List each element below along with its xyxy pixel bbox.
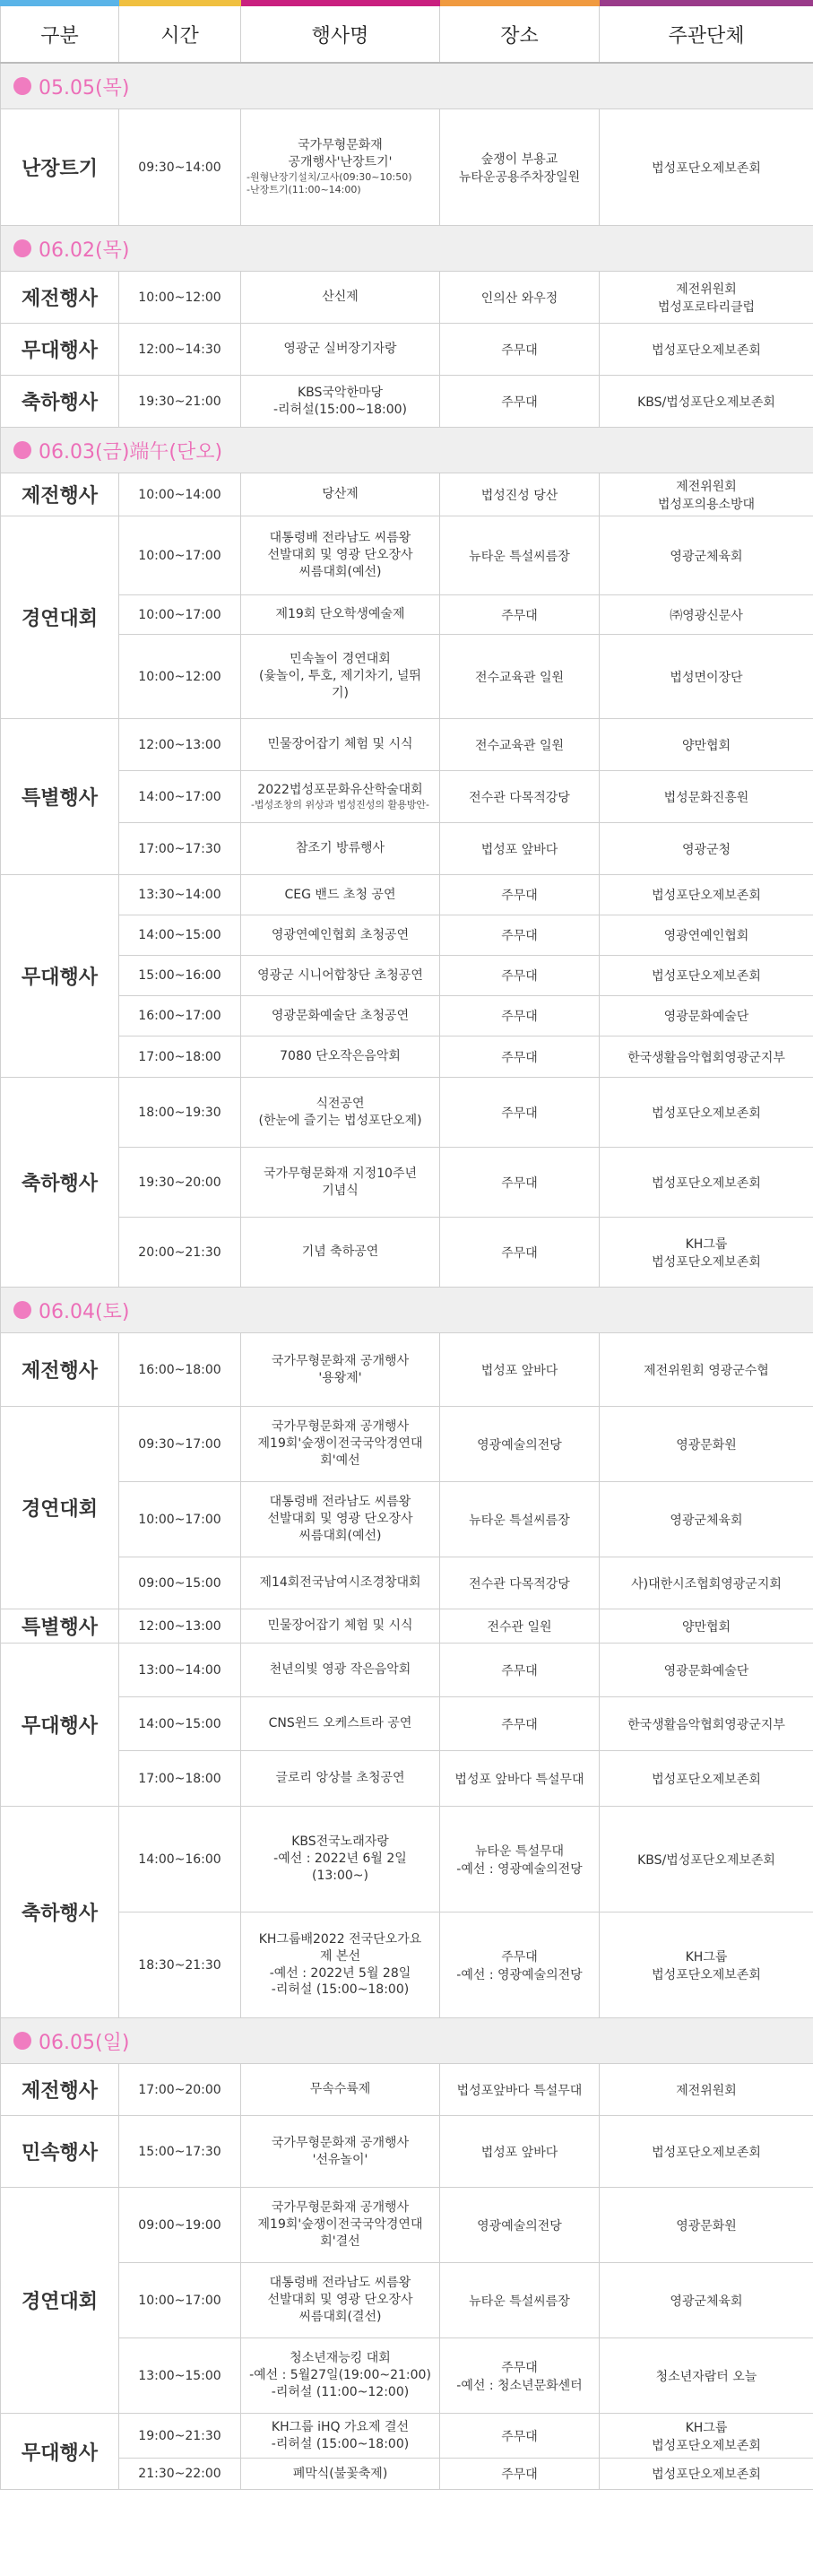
time-cell: 10:00~17:00: [119, 516, 241, 595]
event-name: 산신제: [322, 290, 359, 305]
event-name: 영광군 시니어합창단 초청공연: [257, 967, 423, 983]
event-row: [1, 1807, 813, 1912]
organizer-cell: 영광연예인협회: [600, 915, 813, 956]
organizer-cell: 법성포단오제보존회: [600, 324, 813, 376]
event-name-cell: [241, 2414, 440, 2459]
organizer-cell: 법성포단오제보존회: [600, 2459, 813, 2490]
place-cell: 주무대: [440, 996, 600, 1036]
time-cell: 17:00~18:00: [119, 1036, 241, 1078]
event-row: [1, 1407, 813, 1482]
table-body: [1, 63, 813, 2490]
event-name-cell: [241, 473, 440, 516]
time-cell: 10:00~14:00: [119, 473, 241, 516]
category-cell: 난장트기: [1, 109, 119, 226]
date-dot-icon: [13, 239, 31, 257]
event-name-cell: [241, 376, 440, 428]
event-name-cell: [241, 1644, 440, 1697]
event-row: [1, 1482, 813, 1557]
event-row: [1, 996, 813, 1036]
organizer-cell: 법성문화진흥원: [600, 771, 813, 823]
event-row: [1, 595, 813, 635]
time-cell: 10:00~12:00: [119, 635, 241, 719]
date-cell: [1, 63, 813, 109]
event-name-cell: [241, 1751, 440, 1807]
event-name: 천년의빛 영광 작은음악회: [269, 1662, 411, 1678]
event-name: 글로리 앙상블 초청공연: [275, 1771, 405, 1786]
time-cell: 18:00~19:30: [119, 1078, 241, 1148]
date-cell: [1, 1288, 813, 1333]
event-row: [1, 1609, 813, 1644]
event-name: 제14회전국남여시조경창대회: [259, 1575, 421, 1591]
place-cell: 주무대: [440, 595, 600, 635]
time-cell: 13:30~14:00: [119, 875, 241, 915]
event-row: [1, 109, 813, 226]
event-name: 참조기 방류행사: [295, 841, 385, 856]
place-cell: 주무대: [440, 2459, 600, 2490]
event-name-cell: [241, 1218, 440, 1288]
place-cell: 영광예술의전당: [440, 1407, 600, 1482]
event-name: 국가무형문화재 공개행사 '선유놀이': [271, 2135, 410, 2167]
place-cell: 법성포 앞바다: [440, 823, 600, 875]
organizer-cell: 영광군체육회: [600, 2263, 813, 2338]
date-dot-icon: [13, 1301, 31, 1319]
event-row: [1, 1078, 813, 1148]
event-row: [1, 915, 813, 956]
event-row: [1, 1557, 813, 1609]
organizer-cell: 양만협회: [600, 719, 813, 771]
event-name-cell: [241, 719, 440, 771]
organizer-cell: 법성포단오제보존회: [600, 956, 813, 996]
category-cell: 제전행사: [1, 1333, 119, 1407]
event-name: CNS윈드 오케스트라 공연: [268, 1716, 412, 1731]
event-name-cell: [241, 595, 440, 635]
event-name-cell: [241, 1482, 440, 1557]
place-cell: 주무대: [440, 915, 600, 956]
category-cell: 특별행사: [1, 1609, 119, 1644]
date-dot-icon: [13, 77, 31, 95]
organizer-cell: 영광문화원: [600, 2188, 813, 2263]
event-row: [1, 376, 813, 428]
time-cell: 10:00~17:00: [119, 1482, 241, 1557]
event-row: [1, 2116, 813, 2188]
place-cell: 주무대: [440, 376, 600, 428]
category-cell: 제전행사: [1, 2064, 119, 2116]
event-name: 민물장어잡기 체험 및 시식: [267, 1618, 413, 1634]
place-cell: 뉴타운 특설씨름장: [440, 1482, 600, 1557]
category-cell: 무대행사: [1, 2414, 119, 2490]
event-name: 영광군 실버장기자랑: [283, 342, 397, 357]
category-cell: 무대행사: [1, 875, 119, 1078]
organizer-cell: KBS/법성포단오제보존회: [600, 376, 813, 428]
place-cell: 법성포 앞바다: [440, 1333, 600, 1407]
category-cell: 경연대회: [1, 516, 119, 719]
time-cell: 14:00~15:00: [119, 915, 241, 956]
event-name-cell: [241, 1697, 440, 1751]
header-organizer: 주관단체: [600, 4, 813, 64]
date-row: [1, 63, 813, 109]
event-name-cell: [241, 1148, 440, 1218]
event-row: [1, 1697, 813, 1751]
time-cell: 17:00~18:00: [119, 1751, 241, 1807]
organizer-cell: 양만협회: [600, 1609, 813, 1644]
organizer-cell: 법성면이장단: [600, 635, 813, 719]
event-row: [1, 2338, 813, 2414]
event-name-cell: [241, 2188, 440, 2263]
event-name-cell: [241, 1557, 440, 1609]
event-name: 영광연예인협회 초청공연: [271, 927, 410, 942]
event-row: [1, 1218, 813, 1288]
event-name: 국가무형문화재 지정10주년 기념식: [263, 1166, 418, 1198]
time-cell: 09:30~14:00: [119, 109, 241, 226]
category-cell: 축하행사: [1, 1807, 119, 2018]
organizer-cell: 영광군청: [600, 823, 813, 875]
place-cell: 전수교육관 일원: [440, 719, 600, 771]
table-header: [1, 4, 813, 64]
event-row: [1, 2414, 813, 2459]
event-row: [1, 1912, 813, 2018]
place-cell: 주무대: [440, 1148, 600, 1218]
organizer-cell: 영광문화예술단: [600, 1644, 813, 1697]
category-cell: 민속행사: [1, 2116, 119, 2188]
date-row: [1, 226, 813, 272]
event-name-cell: [241, 109, 440, 226]
organizer-cell: ㈜영광신문사: [600, 595, 813, 635]
organizer-cell: 영광문화예술단: [600, 996, 813, 1036]
time-cell: 16:00~17:00: [119, 996, 241, 1036]
place-cell: 뉴타운 특설씨름장: [440, 2263, 600, 2338]
event-row: [1, 1148, 813, 1218]
time-cell: 09:00~15:00: [119, 1557, 241, 1609]
event-row: [1, 719, 813, 771]
event-row: [1, 2459, 813, 2490]
event-note: -원형난장기설치/고사(09:30~10:50) -난장트기(11:00~14:00): [246, 171, 412, 196]
event-name-cell: [241, 875, 440, 915]
place-cell: 법성포앞바다 특설무대: [440, 2064, 600, 2116]
organizer-cell: 제전위원회 영광군수협: [600, 1333, 813, 1407]
header-row: [1, 4, 813, 64]
event-name-cell: [241, 1333, 440, 1407]
time-cell: 15:00~16:00: [119, 956, 241, 996]
place-cell: 전수관 다목적강당: [440, 771, 600, 823]
category-cell: 제전행사: [1, 473, 119, 516]
event-row: [1, 956, 813, 996]
time-cell: 12:00~13:00: [119, 1609, 241, 1644]
category-cell: 무대행사: [1, 324, 119, 376]
time-cell: 13:00~15:00: [119, 2338, 241, 2414]
date-row: [1, 428, 813, 473]
place-cell: 주무대: [440, 1644, 600, 1697]
date-label: 06.02(목): [39, 239, 130, 262]
organizer-cell: 사)대한시조협회영광군지회: [600, 1557, 813, 1609]
time-cell: 09:00~19:00: [119, 2188, 241, 2263]
event-row: [1, 1333, 813, 1407]
event-name: 대통령배 전라남도 씨름왕 선발대회 및 영광 단오장사 씨름대회(예선): [267, 531, 413, 579]
event-name: 민속놀이 경연대회 (윷놀이, 투호, 제기차기, 널뛰 기): [259, 652, 421, 700]
category-cell: 무대행사: [1, 1644, 119, 1807]
event-name-cell: [241, 1078, 440, 1148]
time-cell: 19:30~20:00: [119, 1148, 241, 1218]
event-row: [1, 516, 813, 595]
place-cell: 전수관 다목적강당: [440, 1557, 600, 1609]
event-row: [1, 1644, 813, 1697]
organizer-cell: KH그룹 법성포단오제보존회: [600, 2414, 813, 2459]
event-name: 제19회 단오학생예술제: [275, 607, 405, 622]
event-name: KH그룹 iHQ 가요제 결선 -리허설 (15:00~18:00): [271, 2419, 410, 2451]
time-cell: 17:00~20:00: [119, 2064, 241, 2116]
event-name-cell: [241, 996, 440, 1036]
event-row: [1, 1036, 813, 1078]
time-cell: 20:00~21:30: [119, 1218, 241, 1288]
event-name: 국가무형문화재 공개행사 제19회'숲쟁이전국국악경연대 회'결선: [257, 2200, 423, 2249]
place-cell: 주무대 -예선 : 청소년문화센터: [440, 2338, 600, 2414]
date-row: [1, 1288, 813, 1333]
date-cell: [1, 226, 813, 272]
event-name: 국가무형문화재 공개행사'난장트기': [288, 138, 393, 170]
header-category: 구분: [1, 4, 119, 64]
time-cell: 09:30~17:00: [119, 1407, 241, 1482]
place-cell: 전수관 일원: [440, 1609, 600, 1644]
organizer-cell: 제전위원회 법성포로타리클럽: [600, 272, 813, 324]
category-cell: 축하행사: [1, 1078, 119, 1288]
event-name: KBS전국노래자랑 -예선 : 2022년 6월 2일 (13:00~): [273, 1834, 407, 1883]
organizer-cell: 제전위원회 법성포의용소방대: [600, 473, 813, 516]
category-cell: 축하행사: [1, 376, 119, 428]
event-row: [1, 771, 813, 823]
organizer-cell: 법성포단오제보존회: [600, 1148, 813, 1218]
event-name-cell: [241, 956, 440, 996]
event-name-cell: [241, 1912, 440, 2018]
organizer-cell: 제전위원회: [600, 2064, 813, 2116]
date-label: 06.04(토): [39, 1300, 130, 1323]
organizer-cell: 한국생활음악협회영광군지부: [600, 1697, 813, 1751]
event-row: [1, 2188, 813, 2263]
place-cell: 영광예술의전당: [440, 2188, 600, 2263]
time-cell: 12:00~13:00: [119, 719, 241, 771]
event-name: 영광문화예술단 초청공연: [271, 1008, 410, 1023]
place-cell: 주무대 -예선 : 영광예술의전당: [440, 1912, 600, 2018]
event-row: [1, 823, 813, 875]
event-row: [1, 324, 813, 376]
event-name: 무속수륙제: [309, 2082, 371, 2097]
event-name-cell: [241, 915, 440, 956]
place-cell: 인의산 와우정: [440, 272, 600, 324]
header-time: 시간: [119, 4, 241, 64]
event-name-cell: [241, 823, 440, 875]
organizer-cell: 영광문화원: [600, 1407, 813, 1482]
header-event: 행사명: [241, 4, 440, 64]
event-name: 식전공연 (한눈에 즐기는 법성포단오제): [258, 1096, 422, 1128]
event-name: 청소년재능킹 대회 -예선 : 5월27일(19:00~21:00) -리허설 (11:00~12:00): [249, 2351, 431, 2399]
organizer-cell: KH그룹 법성포단오제보존회: [600, 1912, 813, 2018]
organizer-cell: 법성포단오제보존회: [600, 1078, 813, 1148]
event-name: 국가무형문화재 공개행사 '용왕제': [271, 1353, 410, 1385]
event-name-cell: [241, 2116, 440, 2188]
date-dot-icon: [13, 441, 31, 459]
time-cell: 19:00~21:30: [119, 2414, 241, 2459]
date-dot-icon: [13, 2032, 31, 2050]
event-name-cell: [241, 771, 440, 823]
event-name-cell: [241, 1036, 440, 1078]
time-cell: 17:00~17:30: [119, 823, 241, 875]
event-name: 당산제: [322, 487, 359, 502]
organizer-cell: 법성포단오제보존회: [600, 2116, 813, 2188]
time-cell: 18:30~21:30: [119, 1912, 241, 2018]
time-cell: 14:00~16:00: [119, 1807, 241, 1912]
event-name: KBS국악한마당 -리허설(15:00~18:00): [273, 385, 407, 417]
event-row: [1, 2263, 813, 2338]
event-name: 기념 축하공연: [301, 1245, 379, 1260]
place-cell: 주무대: [440, 1078, 600, 1148]
time-cell: 10:00~12:00: [119, 272, 241, 324]
event-name-cell: [241, 2263, 440, 2338]
organizer-cell: 영광군체육회: [600, 516, 813, 595]
time-cell: 19:30~21:00: [119, 376, 241, 428]
organizer-cell: 법성포단오제보존회: [600, 875, 813, 915]
event-row: [1, 1751, 813, 1807]
event-name-cell: [241, 1807, 440, 1912]
event-name-cell: [241, 2459, 440, 2490]
date-row: [1, 2018, 813, 2064]
category-cell: 특별행사: [1, 719, 119, 875]
event-name-cell: [241, 324, 440, 376]
event-name: 7080 단오작은음악회: [280, 1049, 401, 1064]
place-cell: 뉴타운 특설씨름장: [440, 516, 600, 595]
organizer-cell: KH그룹 법성포단오제보존회: [600, 1218, 813, 1288]
date-label: 05.05(목): [39, 76, 130, 100]
place-cell: 숲쟁이 부용교 뉴타운공용주차장일원: [440, 109, 600, 226]
time-cell: 16:00~18:00: [119, 1333, 241, 1407]
place-cell: 주무대: [440, 2414, 600, 2459]
event-name-cell: [241, 1609, 440, 1644]
place-cell: 주무대: [440, 956, 600, 996]
event-row: [1, 635, 813, 719]
place-cell: 주무대: [440, 875, 600, 915]
event-name: KH그룹배2022 전국단오가요 제 본선 -예선 : 2022년 5월 28일 -리허설 (15:00~18:00): [258, 1931, 422, 1998]
organizer-cell: 법성포단오제보존회: [600, 1751, 813, 1807]
place-cell: 주무대: [440, 1697, 600, 1751]
event-name-cell: [241, 516, 440, 595]
event-name: CEG 밴드 초청 공연: [284, 887, 396, 902]
category-cell: 경연대회: [1, 1407, 119, 1609]
date-label: 06.05(일): [39, 2031, 130, 2054]
event-name-cell: [241, 1407, 440, 1482]
place-cell: 법성진성 당산: [440, 473, 600, 516]
organizer-cell: KBS/법성포단오제보존회: [600, 1807, 813, 1912]
category-cell: 경연대회: [1, 2188, 119, 2414]
place-cell: 법성포 앞바다: [440, 2116, 600, 2188]
time-cell: 21:30~22:00: [119, 2459, 241, 2490]
date-cell: [1, 2018, 813, 2064]
time-cell: 15:00~17:30: [119, 2116, 241, 2188]
event-name: 폐막식(불꽃축제): [292, 2466, 388, 2481]
event-name: 2022법성포문화유산학술대회: [257, 782, 423, 797]
header-place: 장소: [440, 4, 600, 64]
organizer-cell: 영광군체육회: [600, 1482, 813, 1557]
event-name: 국가무형문화재 공개행사 제19회'숲쟁이전국국악경연대 회'예선: [257, 1419, 423, 1468]
category-cell: 제전행사: [1, 272, 119, 324]
place-cell: 뉴타운 특설무대 -예선 : 영광예술의전당: [440, 1807, 600, 1912]
event-name-cell: [241, 635, 440, 719]
event-name: 대통령배 전라남도 씨름왕 선발대회 및 영광 단오장사 씨름대회(결선): [267, 2276, 413, 2324]
time-cell: 14:00~15:00: [119, 1697, 241, 1751]
organizer-cell: 법성포단오제보존회: [600, 109, 813, 226]
event-name: 대통령배 전라남도 씨름왕 선발대회 및 영광 단오장사 씨름대회(예선): [267, 1495, 413, 1543]
time-cell: 12:00~14:30: [119, 324, 241, 376]
place-cell: 주무대: [440, 1036, 600, 1078]
event-name-cell: [241, 2064, 440, 2116]
place-cell: 전수교육관 일원: [440, 635, 600, 719]
event-note: -법성조창의 위상과 법성진성의 활용방안-: [250, 798, 430, 811]
time-cell: 10:00~17:00: [119, 595, 241, 635]
time-cell: 13:00~14:00: [119, 1644, 241, 1697]
time-cell: 14:00~17:00: [119, 771, 241, 823]
date-label: 06.03(금)端午(단오): [39, 440, 223, 464]
time-cell: 10:00~17:00: [119, 2263, 241, 2338]
date-cell: [1, 428, 813, 473]
event-row: [1, 473, 813, 516]
place-cell: 주무대: [440, 324, 600, 376]
place-cell: 법성포 앞바다 특설무대: [440, 1751, 600, 1807]
event-name-cell: [241, 272, 440, 324]
place-cell: 주무대: [440, 1218, 600, 1288]
event-name: 민물장어잡기 체험 및 시식: [267, 737, 413, 752]
organizer-cell: 한국생활음악협회영광군지부: [600, 1036, 813, 1078]
event-row: [1, 272, 813, 324]
organizer-cell: 청소년자람터 오늘: [600, 2338, 813, 2414]
event-name-cell: [241, 2338, 440, 2414]
event-row: [1, 2064, 813, 2116]
event-row: [1, 875, 813, 915]
